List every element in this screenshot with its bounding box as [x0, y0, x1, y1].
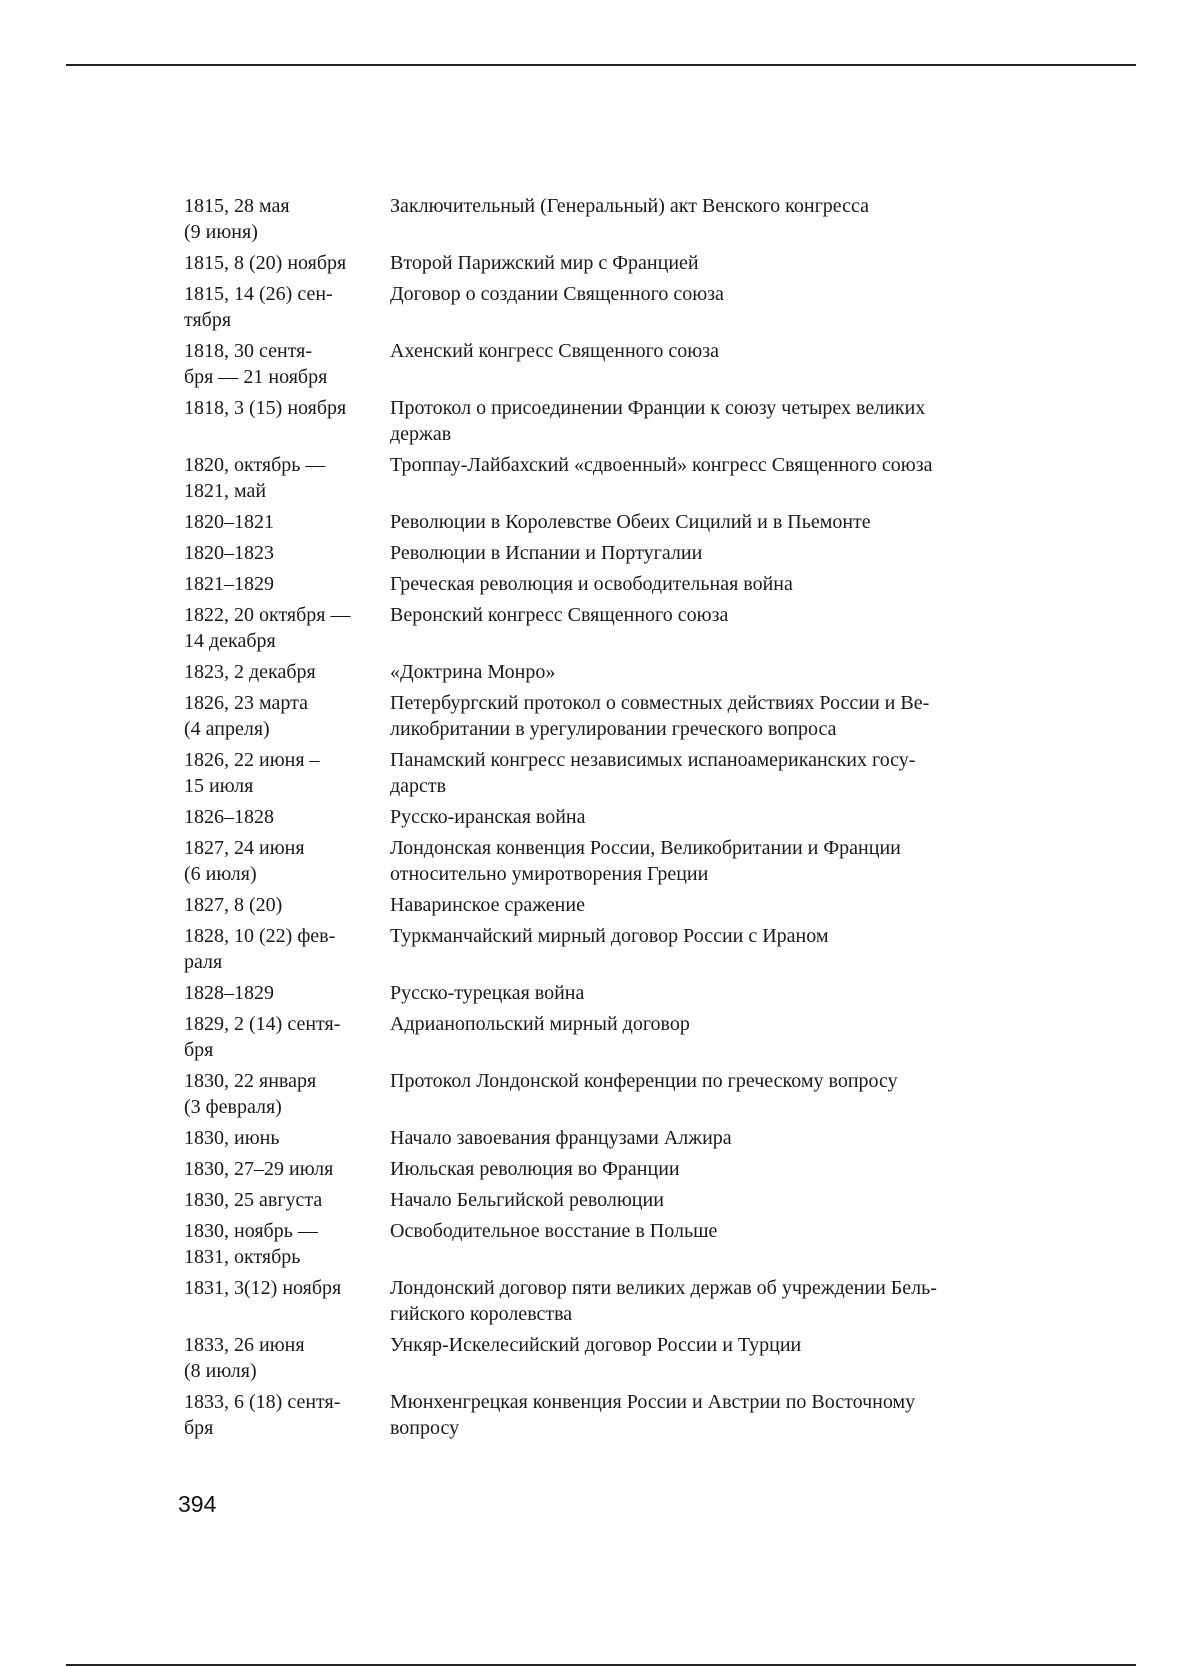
chronology-event: Начало Бельгийской революции: [390, 1189, 664, 1211]
chronology-date: 1827, 8 (20): [184, 894, 283, 916]
chronology-date: 1829, 2 (14) сентя- бря: [184, 1013, 341, 1061]
chronology-date: 1830, 27–29 июля: [184, 1158, 334, 1180]
chronology-date: 1818, 30 сентя- бря — 21 ноября: [184, 340, 328, 388]
chronology-date: 1821–1829: [184, 573, 274, 595]
chronology-date: 1823, 2 декабря: [184, 661, 316, 683]
chronology-date: 1820–1823: [184, 542, 274, 564]
chronology-row: [184, 540, 1024, 566]
bottom-rule: [66, 1664, 1136, 1666]
chronology-date: 1820–1821: [184, 511, 274, 533]
chronology-row: [184, 659, 1024, 685]
chronology-event: Туркманчайский мирный договор России с Ираном: [390, 925, 829, 947]
chronology-date: 1830, 22 января (3 февраля): [184, 1070, 317, 1118]
chronology-row: [184, 395, 1024, 447]
chronology-event: Ахенский конгресс Священного союза: [390, 340, 719, 362]
chronology-event: Греческая революция и освободительная война: [390, 573, 793, 595]
chronology-event: Заключительный (Генеральный) акт Венского конгресса: [390, 195, 870, 217]
chronology-date: 1828–1829: [184, 982, 274, 1004]
chronology-date: 1830, июнь: [184, 1127, 280, 1149]
chronology-event: Лондонский договор пяти великих держав об учреждении Бель- гийского королевства: [390, 1277, 937, 1325]
chronology-event: Революции в Испании и Португалии: [390, 542, 703, 564]
chronology-event: Петербургский протокол о совместных действиях России и Ве- ликобритании в урегулировании греческого вопроса: [390, 692, 930, 740]
chronology-event: Мюнхенгрецкая конвенция России и Австрии по Восточному вопросу: [390, 1391, 916, 1439]
chronology-row: [184, 602, 1024, 654]
chronology-row: [184, 835, 1024, 887]
chronology-row: [184, 1068, 1024, 1120]
chronology-event: Ункяр-Искелесийский договор России и Турции: [390, 1334, 802, 1356]
chronology-date: 1831, 3(12) ноября: [184, 1277, 342, 1299]
chronology-date: 1820, октябрь — 1821, май: [184, 454, 326, 502]
chronology-date: 1826, 22 июня – 15 июля: [184, 749, 320, 797]
chronology-row: [184, 452, 1024, 504]
chronology-row: [184, 193, 1024, 245]
chronology-event: Протокол Лондонской конференции по греческому вопросу: [390, 1070, 898, 1092]
chronology-event: Начало завоевания французами Алжира: [390, 1127, 732, 1149]
chronology-row: [184, 509, 1024, 535]
chronology-date: 1818, 3 (15) ноября: [184, 397, 347, 419]
chronology-date: 1827, 24 июня (6 июля): [184, 837, 305, 885]
chronology-event: Протокол о присоединении Франции к союзу четырех великих держав: [390, 397, 926, 445]
chronology-row: [184, 1125, 1024, 1151]
chronology-event: Лондонская конвенция России, Великобритании и Франции относительно умиротворения Греции: [390, 837, 901, 885]
chronology-event: Панамский конгресс независимых испаноамериканских госу- дарств: [390, 749, 916, 797]
chronology-event: Июльская революция во Франции: [390, 1158, 680, 1180]
chronology-row: [184, 1389, 1024, 1441]
chronology-row: [184, 250, 1024, 276]
chronology-row: [184, 923, 1024, 975]
chronology-event: Второй Парижский мир с Францией: [390, 252, 699, 274]
chronology-date: 1833, 26 июня (8 июля): [184, 1334, 305, 1382]
chronology-event: Наваринское сражение: [390, 894, 585, 916]
chronology-date: 1828, 10 (22) фев- раля: [184, 925, 336, 973]
chronology-row: [184, 1275, 1024, 1327]
chronology-date: 1822, 20 октября — 14 декабря: [184, 604, 351, 652]
chronology-row: [184, 338, 1024, 390]
chronology-event: Освободительное восстание в Польше: [390, 1220, 718, 1242]
chronology-event: Русско-турецкая война: [390, 982, 585, 1004]
chronology-row: [184, 1187, 1024, 1213]
page-number: 394: [178, 1491, 217, 1517]
chronology-row: [184, 804, 1024, 830]
chronology-event: Адрианопольский мирный договор: [390, 1013, 690, 1035]
chronology-row: [184, 1156, 1024, 1182]
chronology-event: Договор о создании Священного союза: [390, 283, 724, 305]
chronology-date: 1830, ноябрь — 1831, октябрь: [184, 1220, 318, 1268]
chronology-event: «Доктрина Монро»: [390, 661, 556, 683]
chronology-event: Революции в Королевстве Обеих Сицилий и в Пьемонте: [390, 511, 871, 533]
chronology-row: [184, 281, 1024, 333]
chronology-date: 1815, 8 (20) ноября: [184, 252, 347, 274]
chronology-event: Троппау-Лайбахский «сдвоенный» конгресс Священного союза: [390, 454, 933, 476]
chronology-table: [184, 193, 1024, 1446]
chronology-date: 1815, 14 (26) сен- тября: [184, 283, 333, 331]
chronology-row: [184, 571, 1024, 597]
chronology-row: [184, 980, 1024, 1006]
chronology-row: [184, 892, 1024, 918]
chronology-row: [184, 690, 1024, 742]
chronology-row: [184, 1218, 1024, 1270]
chronology-date: 1815, 28 мая (9 июня): [184, 195, 290, 243]
chronology-date: 1830, 25 августа: [184, 1189, 323, 1211]
chronology-event: Веронский конгресс Священного союза: [390, 604, 729, 626]
chronology-row: [184, 1011, 1024, 1063]
chronology-row: [184, 747, 1024, 799]
chronology-row: [184, 1332, 1024, 1384]
chronology-event: Русско-иранская война: [390, 806, 586, 828]
chronology-date: 1826, 23 марта (4 апреля): [184, 692, 308, 740]
top-rule: [66, 64, 1136, 66]
chronology-date: 1833, 6 (18) сентя- бря: [184, 1391, 341, 1439]
chronology-date: 1826–1828: [184, 806, 274, 828]
